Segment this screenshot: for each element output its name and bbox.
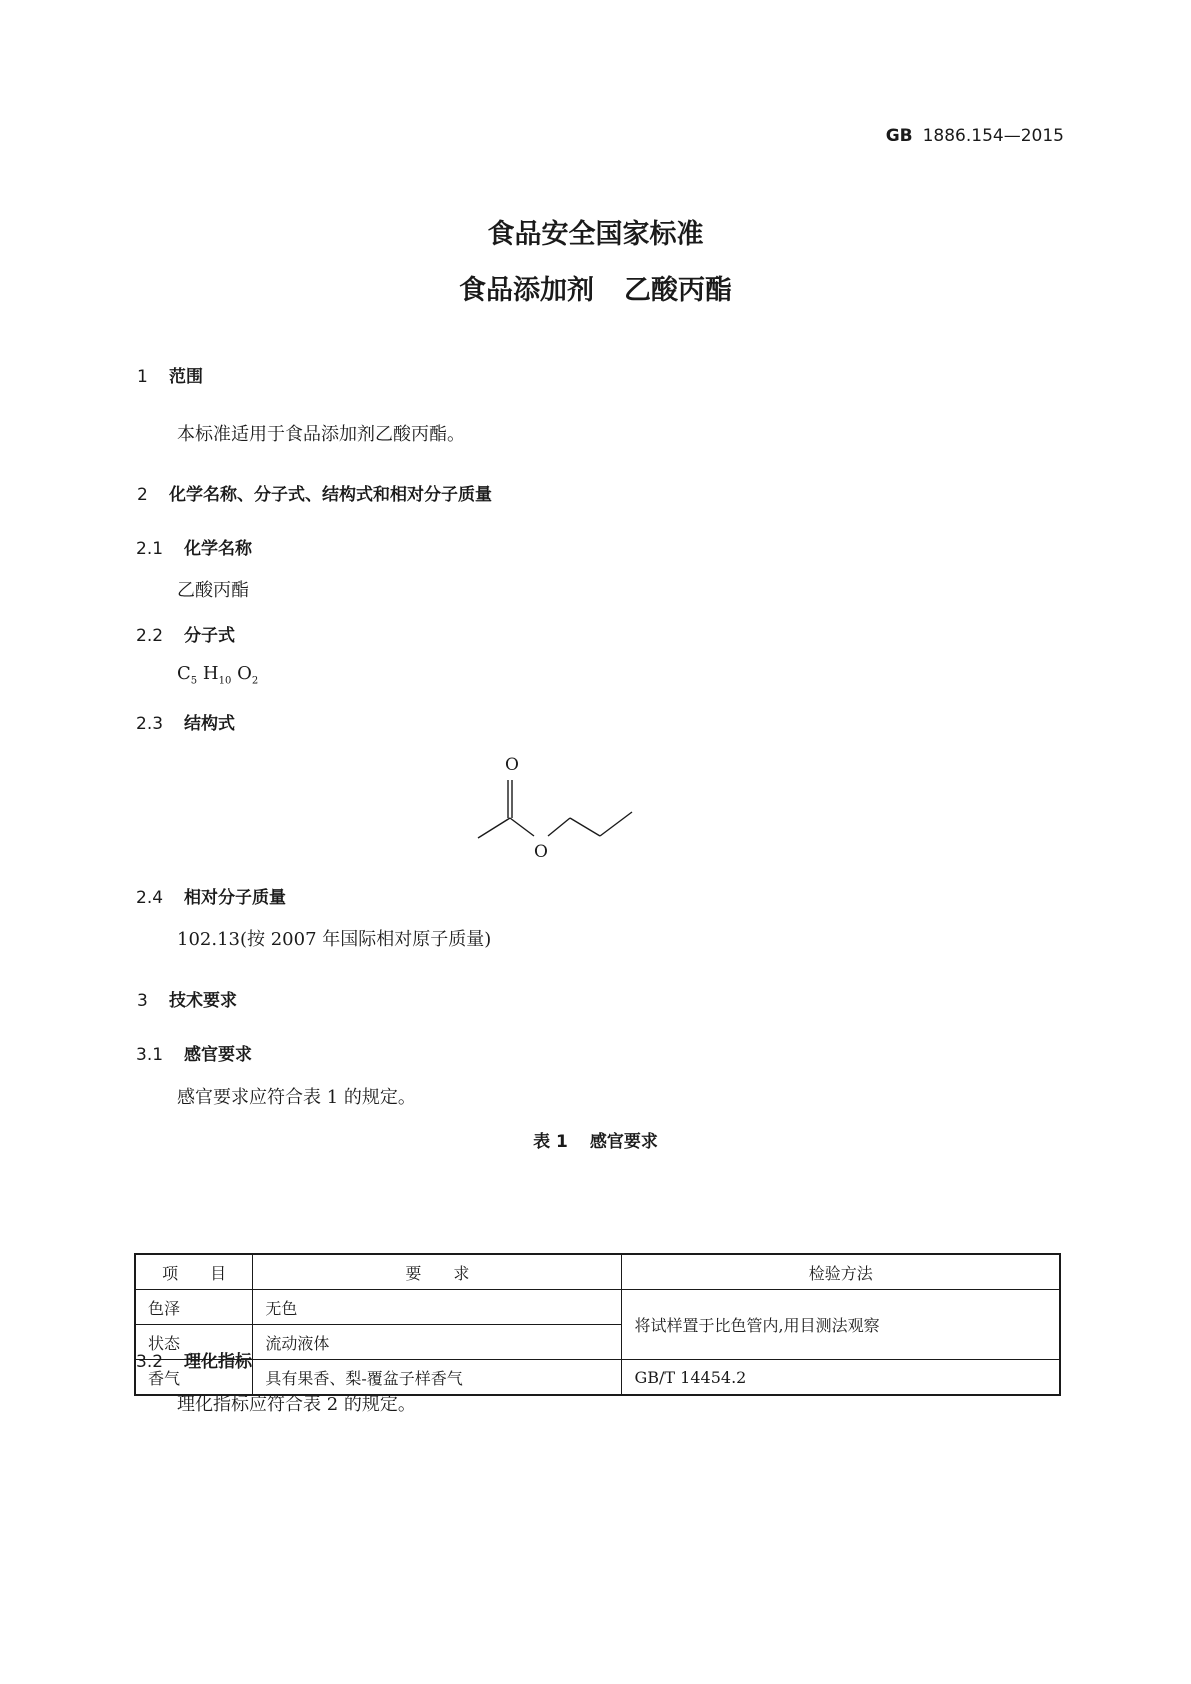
cell-method: GB/T 14454.2 [622,1360,1060,1396]
table-header-row [135,1254,1060,1290]
section-title: 结构式 [184,714,235,734]
bond-c-c1 [570,818,600,836]
section-title: 分子式 [184,626,235,646]
chemical-name: 乙酸丙酯 [177,580,249,601]
section-number: 3.1 [136,1045,164,1065]
table-title: 感官要求 [589,1132,658,1152]
structural-formula-diagram [470,750,640,865]
cell-item: 香气 [135,1360,253,1396]
bond-methyl [478,818,510,838]
section-1-text: 本标准适用于食品添加剂乙酸丙酯。 [177,424,465,445]
section-number: 1 [137,367,148,387]
section-2-heading [137,480,492,505]
section-title: 相对分子质量 [184,888,286,908]
formula-subscript: 2 [251,675,259,687]
section-2-3-heading [136,709,235,734]
header-requirement: 要 求 [253,1254,622,1290]
cell-item: 色泽 [135,1290,253,1325]
cell-requirement: 流动液体 [253,1325,622,1360]
header-method: 检验方法 [622,1254,1060,1290]
cell-requirement: 具有果香、梨-覆盆子样香气 [253,1360,622,1396]
table-number: 表 1 [533,1132,568,1152]
section-title: 范围 [169,367,203,387]
section-2-4-heading [136,883,286,908]
subtitle-part-1: 食品添加剂 [459,275,594,306]
section-title: 化学名称 [184,539,252,559]
formula-element: C [177,663,191,684]
table-row [135,1290,1060,1325]
section-number: 2.3 [136,714,164,734]
section-number: 2.4 [136,888,164,908]
formula-subscript: 5 [190,675,198,687]
section-number: 2.1 [136,539,164,559]
formula-element: H [202,663,219,684]
section-3-1-text: 感官要求应符合表 1 的规定。 [177,1087,416,1108]
cell-method: 将试样置于比色管内,用目测法观察 [622,1290,1060,1360]
formula-element: O [237,663,252,684]
section-title: 化学名称、分子式、结构式和相对分子质量 [169,485,492,505]
bond-c-o [510,818,534,836]
table-1-caption [0,1127,1191,1152]
section-number: 2.2 [136,626,164,646]
section-1-heading [137,362,203,387]
section-title: 感官要求 [184,1045,252,1065]
section-2-2-heading [136,621,235,646]
standard-number: 1886.154—2015 [922,126,1064,146]
sensory-requirements-table [134,1253,1061,1396]
document-subtitle [0,268,1191,307]
section-3-2-text: 理化指标应符合表 2 的规定。 [177,1394,416,1415]
section-number: 2 [137,485,148,505]
section-title: 理化指标 [184,1352,252,1372]
formula-subscript: 10 [218,675,232,687]
section-3-heading [137,986,237,1011]
section-title: 技术要求 [169,991,237,1011]
subtitle-part-2: 乙酸丙酯 [624,275,732,306]
section-2-1-heading [136,534,252,559]
molecular-mass: 102.13(按 2007 年国际相对原子质量) [177,929,492,950]
atom-oxygen-carbonyl: O [505,755,519,775]
standard-code [886,126,1064,146]
standard-prefix: GB [885,126,913,146]
section-3-1-heading [136,1040,252,1065]
section-3-2-heading [136,1347,252,1372]
section-number: 3.2 [136,1352,164,1372]
molecular-formula [177,663,258,687]
bond-o-c [548,818,570,836]
bond-c-c2 [600,812,632,836]
atom-oxygen-ester: O [534,842,548,862]
cell-requirement: 无色 [253,1290,622,1325]
section-number: 3 [137,991,148,1011]
cell-item: 状态 [135,1325,253,1360]
header-item: 项 目 [135,1254,253,1290]
document-title: 食品安全国家标准 [487,219,704,250]
